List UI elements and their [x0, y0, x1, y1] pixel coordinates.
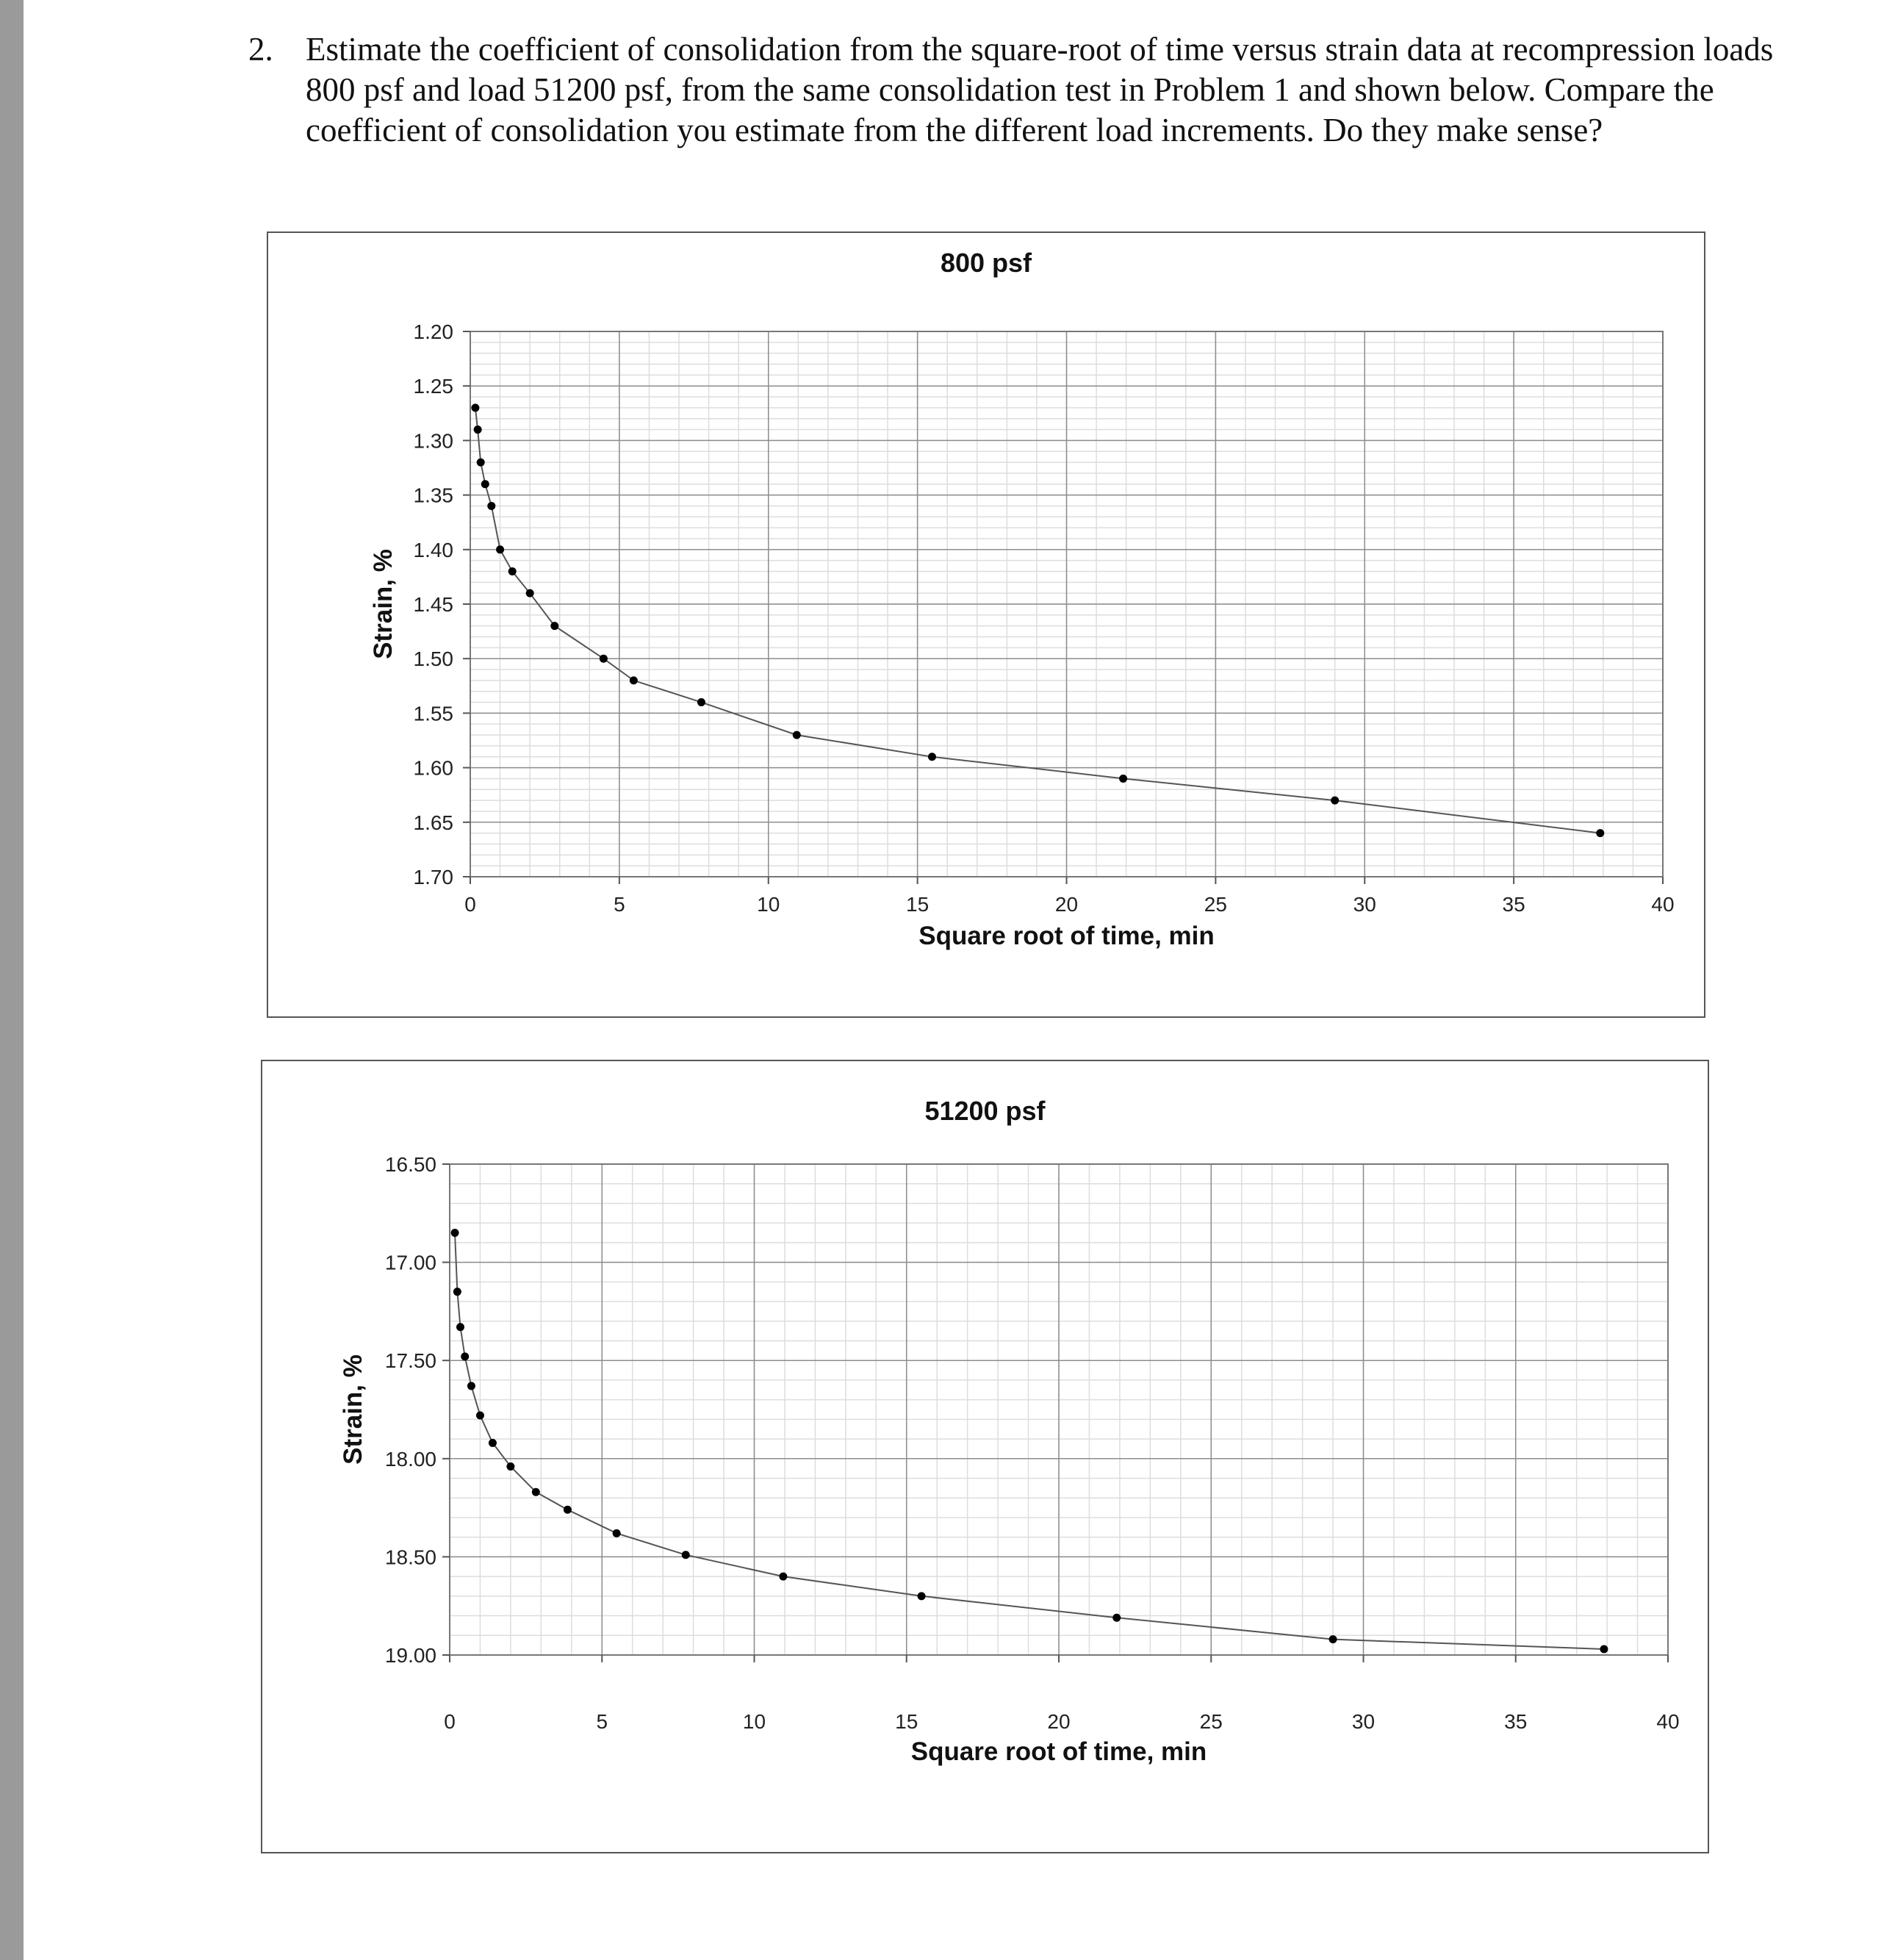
y-tick-label: 1.45: [413, 593, 453, 616]
y-tick-label: 19.00: [384, 1644, 436, 1667]
x-axis-label: Square root of time, min: [918, 922, 1215, 950]
data-point: [508, 567, 517, 575]
data-point: [564, 1506, 572, 1514]
left-edge-strip: [0, 0, 24, 1960]
x-tick-label: 35: [1502, 893, 1525, 916]
y-tick-label: 1.25: [413, 375, 453, 398]
problem-number: 2.: [248, 31, 273, 68]
x-tick-label: 20: [1054, 893, 1079, 916]
x-tick-label: 0: [464, 893, 476, 916]
data-point: [600, 655, 608, 663]
y-tick-label: 1.20: [413, 320, 453, 343]
chart-title: 800 psf: [940, 248, 1032, 278]
data-point: [1119, 775, 1127, 783]
data-point: [471, 403, 479, 412]
x-axis-label: Square root of time, min: [910, 1737, 1207, 1766]
data-point: [506, 1462, 514, 1471]
data-point: [630, 676, 638, 684]
x-tick-label: 15: [895, 1710, 918, 1733]
data-point: [550, 622, 558, 630]
y-tick-label: 1.55: [413, 702, 453, 725]
y-tick-label: 18.50: [384, 1546, 436, 1569]
y-tick-label: 1.65: [413, 811, 453, 834]
data-point: [526, 589, 534, 597]
x-tick-label: 5: [614, 893, 625, 916]
y-tick-label: 18.00: [384, 1447, 436, 1471]
y-tick-label: 1.60: [413, 756, 453, 780]
x-tick-label: 15: [906, 893, 930, 916]
y-tick-label: 1.40: [413, 538, 453, 561]
x-tick-label: 30: [1351, 1710, 1376, 1733]
data-point: [474, 426, 482, 434]
y-tick-label: 1.30: [413, 429, 453, 453]
data-point: [1329, 1635, 1337, 1643]
data-point: [481, 480, 489, 488]
chart-title: 51200 psf: [924, 1096, 1046, 1126]
y-tick-label: 17.00: [384, 1251, 436, 1274]
chart-800-psf-svg: [268, 233, 1704, 1016]
data-point: [451, 1229, 459, 1237]
data-point: [928, 753, 936, 761]
data-point: [489, 1439, 497, 1447]
x-tick-label: 10: [757, 893, 780, 916]
x-tick-label: 20: [1047, 1710, 1071, 1733]
y-tick-label: 1.35: [413, 484, 453, 507]
data-point: [1600, 1645, 1608, 1653]
data-point: [487, 502, 495, 510]
chart-51200-psf: [261, 1060, 1709, 1853]
data-point: [613, 1529, 621, 1537]
x-tick-label: 5: [596, 1710, 608, 1733]
y-axis-label: Strain, %: [369, 549, 398, 659]
data-point: [697, 698, 705, 706]
x-tick-label: 30: [1353, 893, 1376, 916]
data-point: [496, 545, 504, 553]
data-point: [532, 1488, 540, 1496]
y-tick-label: 17.50: [384, 1349, 436, 1373]
problem-text: Estimate the coefficient of consolidation from the square-root of time versus strain data at recompression loads 800 psf and load 51200 psf, from the same consolidation test in Problem 1 and shown below. Compare the coefficient of consolidation you estimate from the different load increments. Do they make sense?: [306, 31, 1774, 148]
data-point: [453, 1288, 461, 1296]
data-point: [1596, 829, 1604, 837]
data-point: [456, 1323, 464, 1331]
data-point: [918, 1592, 926, 1600]
data-point: [1331, 797, 1339, 805]
data-point: [476, 1412, 484, 1420]
y-tick-label: 16.50: [384, 1153, 436, 1176]
x-tick-label: 25: [1199, 1710, 1223, 1733]
y-axis-label: Strain, %: [339, 1354, 367, 1465]
y-tick-label: 1.70: [413, 866, 453, 889]
x-tick-label: 35: [1504, 1710, 1528, 1733]
x-tick-label: 0: [444, 1710, 456, 1733]
data-point: [779, 1573, 787, 1581]
chart-800-psf: [267, 231, 1705, 1018]
data-point: [477, 459, 485, 467]
data-point: [1112, 1614, 1121, 1622]
x-tick-label: 25: [1204, 893, 1227, 916]
data-point: [461, 1352, 469, 1360]
data-point: [682, 1551, 690, 1559]
data-point: [793, 731, 801, 739]
y-tick-label: 1.50: [413, 647, 453, 671]
data-point: [467, 1382, 475, 1390]
x-tick-label: 40: [1651, 893, 1675, 916]
chart-51200-psf-svg: [262, 1061, 1708, 1852]
x-tick-label: 10: [742, 1710, 766, 1733]
x-tick-label: 40: [1656, 1710, 1680, 1733]
